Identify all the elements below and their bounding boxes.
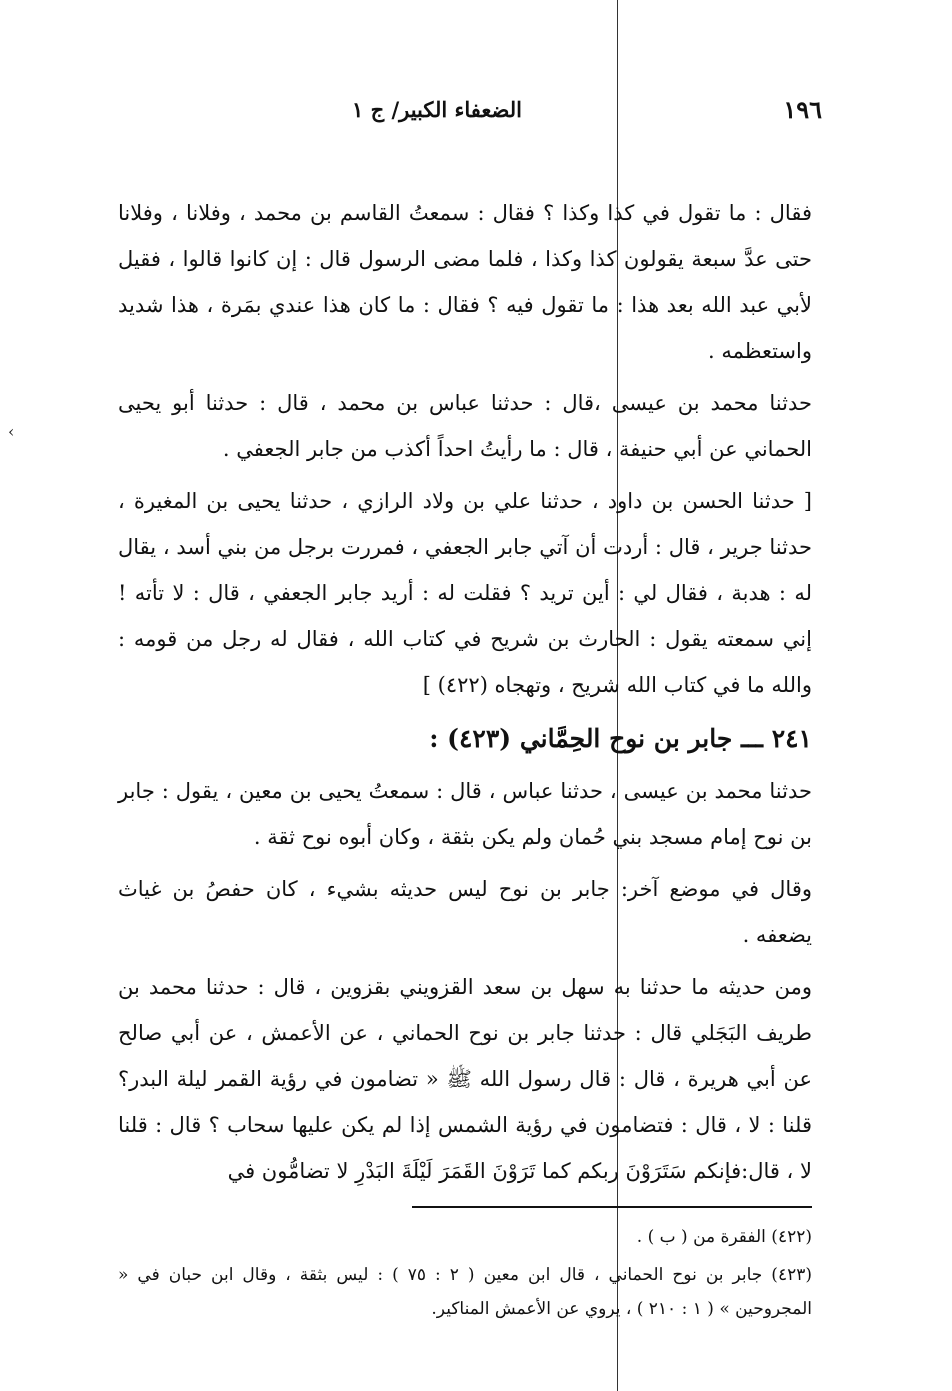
- page-number: ١٩٦: [783, 95, 822, 124]
- paragraph-3: [ حدثنا الحسن بن داود ، حدثنا علي بن ولاد الرازي ، حدثنا يحيى بن المغيرة ، حدثنا جرير ، قال : أردت أن آتي جابر الجعفي ، فمررت برجل من بني أسد ، يقال له : هدبة ، فقال لي : أين تريد ؟ فقلت له : أريد جابر الجعفي ، قال : لا تأته ! إني سمعته يقول : الحارث بن شريح في كتاب الله ، فقال له رجل من قومه : والله ما في كتاب الله شريح ، وتهجاه (٤٢٢) ]: [118, 489, 812, 697]
- paragraph-4: حدثنا محمد بن عيسى ، حدثنا عباس ، قال : سمعتُ يحيى بن معين ، يقول : جابر بن نوح إمام مسجد بني حُمان ولم يكن بثقة ، وكان أبوه نوح ثقة .: [118, 779, 812, 849]
- footnote-423: (٤٢٣) جابر بن نوح الحماني ، قال ابن معين ( ٢ : ٧٥ ) : ليس بثقة ، وقال ابن حبان في « المجروحين » ( ١ : ٢١٠ ) ، يروي عن الأعمش المناكير.: [118, 1265, 812, 1319]
- entry-heading: ٢٤١ ـــ جابر بن نوح الحِمَّاني (٤٢٣) :: [429, 724, 812, 753]
- footnote-422: (٤٢٢) الفقرة من ( ب ) .: [636, 1227, 812, 1247]
- main-text: [118, 190, 812, 1200]
- margin-mark: ‹: [8, 422, 15, 441]
- running-title: الضعفاء الكبير/ ج ١: [351, 97, 522, 122]
- footnotes: [118, 1220, 812, 1330]
- paragraph-2: حدثنا محمد بن عيسى ،قال : حدثنا عباس بن محمد ، قال : حدثنا أبو يحيى الحماني عن أبي حنيفة ، قال : ما رأيتُ احداً أكذب من جابر الجعفي .: [118, 391, 812, 461]
- paragraph-1: فقال : ما تقول في كذا وكذا ؟ فقال : سمعتُ القاسم بن محمد ، وفلانا ، وفلانا حتى عدَّ سبعة يقولون كذا وكذا ، فلما مضى الرسول قال : إن كانوا قالوا ، فقيل لأبي عبد الله بعد هذا : ما تقول فيه ؟ فقال : ما كان هذا عندي بمَرة ، هذا شديد واستعظمه .: [118, 201, 812, 363]
- footnote-divider: [412, 1206, 812, 1208]
- page-header: [110, 95, 822, 131]
- paragraph-5: وقال في موضع آخر: جابر بن نوح ليس حديثه بشيء ، كان حفصُ بن غياث يضعفه .: [118, 877, 812, 947]
- paragraph-6: ومن حديثه ما حدثنا به سهل بن سعد القزويني بقزوين ، قال : حدثنا محمد بن طريف البَجَلي قال : حدثنا جابر بن نوح الحماني ، عن الأعمش ، عن أبي صالح عن أبي هريرة ، قال : قال رسول الله ﷺ « تضامون في رؤية القمر ليلة البدر؟ قلنا : لا ، قال : فتضامون في رؤية الشمس إذا لم يكن عليها سحاب ؟ قال : قلنا لا ، قال:فإنكم سَتَرَوْنَ ربكم كما تَرَوْنَ القَمَرَ لَيْلَةَ البَدْرِ لا تضامُّون في: [118, 975, 812, 1183]
